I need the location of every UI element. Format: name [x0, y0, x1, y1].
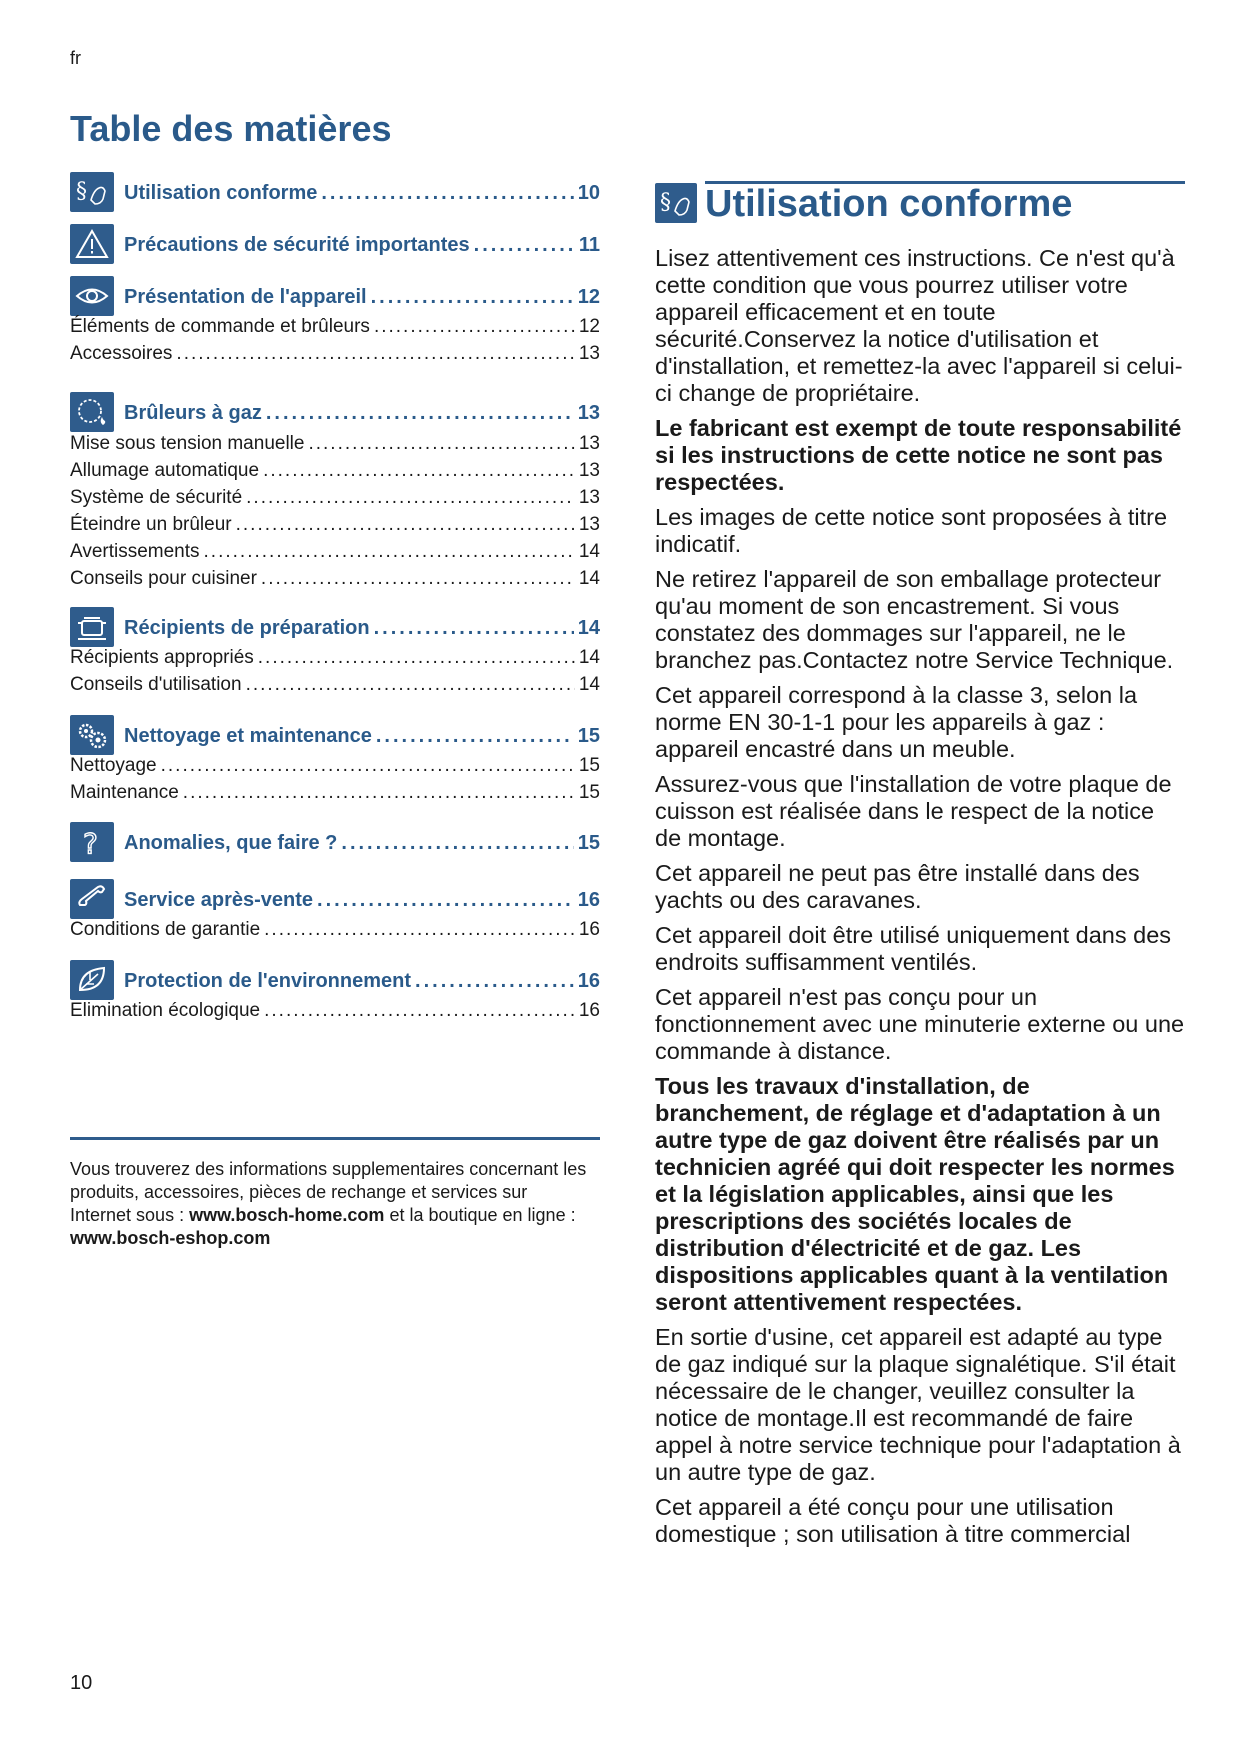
toc-entry[interactable]: Nettoyage et maintenance ..... 15	[124, 725, 600, 748]
paragraph: Cet appareil ne peut pas être installé dans des yachts ou des caravanes.	[655, 860, 1140, 913]
toc-entry[interactable]: Utilisation conforme ..... 10	[124, 182, 600, 205]
gears-icon	[70, 715, 114, 755]
phone-icon	[70, 879, 114, 919]
toc-entry[interactable]: Brûleurs à gaz ..... 13	[124, 402, 600, 425]
website-link[interactable]: www.bosch-home.com	[189, 1205, 385, 1225]
toc-entry[interactable]: Précautions de sécurité importantes ..... 11	[124, 234, 600, 257]
paragraph: Cet appareil correspond à la classe 3, selon la norme EN 30-1-1 pour les appareils à gaz : appareil encastré dans un meuble.	[655, 682, 1138, 762]
toc-entry[interactable]: Anomalies, que faire ? ..... 15	[124, 832, 600, 855]
section-body	[655, 245, 1185, 1556]
svg-text:§: §	[76, 179, 87, 204]
page-title: Table des matières	[70, 108, 392, 149]
paragraph: Les images de cette notice sont proposées à titre indicatif.	[655, 504, 1168, 557]
paragraph: Le fabricant est exempt de toute responsabilité si les instructions de cette notice ne sont pas respectées.	[655, 415, 1182, 495]
leaf-icon	[70, 960, 114, 1000]
burner-flame-icon	[70, 392, 114, 432]
language-code: fr	[70, 48, 81, 68]
toc-subentry[interactable]: Récipients appropriés ..... 14	[70, 647, 600, 669]
eye-icon	[70, 276, 114, 316]
paragraph: Ne retirez l'appareil de son emballage protecteur qu'au moment de son encastrement. Si vous constatez des dommages sur l'appareil, ne le branchez pas.Contactez notre Service Technique.	[655, 566, 1174, 673]
divider	[70, 1137, 600, 1140]
paragraph: Cet appareil a été conçu pour une utilisation domestique ; son utilisation à titre commercial	[655, 1494, 1131, 1547]
paragraph-hand-icon	[655, 183, 697, 223]
toc-entry[interactable]: Présentation de l'appareil ..... 12	[124, 286, 600, 309]
toc-subentry[interactable]: Avertissements ..... 14	[70, 541, 600, 563]
question-mark-icon	[70, 822, 114, 862]
toc-entry[interactable]: Récipients de préparation ..... 14	[124, 617, 600, 640]
toc-subentry[interactable]: Éteindre un brûleur ..... 13	[70, 514, 600, 536]
paragraph: Tous les travaux d'installation, de branchement, de réglage et d'adaptation à un autre type de gaz doivent être réalisés par un technicien agréé qui doit respecter les normes et la législation applicables, ainsi que les prescriptions des sociétés locales de distribution d'électricité et de gaz. Les dispositions applicables quant à la ventilation seront attentivement respectées.	[655, 1073, 1175, 1315]
pot-icon	[70, 607, 114, 647]
toc-subentry[interactable]: Allumage automatique ..... 13	[70, 460, 600, 482]
page-number: 10	[70, 1672, 93, 1694]
toc-entry[interactable]: Service après-vente ..... 16	[124, 889, 600, 912]
toc-subentry[interactable]: Éléments de commande et brûleurs ..... 12	[70, 316, 600, 338]
toc-subentry[interactable]: Mise sous tension manuelle ..... 13	[70, 433, 600, 455]
toc-subentry[interactable]: Conseils d'utilisation ..... 14	[70, 674, 600, 696]
paragraph: En sortie d'usine, cet appareil est adapté au type de gaz indiqué sur la plaque signalétique. S'il était nécessaire de le changer, veuillez consulter la notice de montage.Il est recommandé de faire appel à notre service technique pour l'adaptation à un autre type de gaz.	[655, 1324, 1181, 1485]
svg-text:§: §	[660, 190, 671, 215]
warning-triangle-icon	[70, 224, 114, 264]
toc-subentry[interactable]: Accessoires ..... 13	[70, 343, 600, 365]
info-note: Vous trouverez des informations supplementaires concernant les produits, accessoires, pièces de rechange et services sur Internet sous : www.bosch-home.com et la boutique en ligne : www.bosch-eshop.com	[70, 1159, 587, 1248]
paragraph: Cet appareil n'est pas conçu pour un fonctionnement avec une minuterie externe ou une commande à distance.	[655, 984, 1185, 1064]
section-title: Utilisation conforme	[705, 183, 1073, 225]
paragraph: Assurez-vous que l'installation de votre plaque de cuisson est réalisée dans le respect de la notice de montage.	[655, 771, 1172, 851]
toc-entry[interactable]: Protection de l'environnement ..... 16	[124, 970, 600, 993]
paragraph-hand-icon	[70, 172, 114, 212]
svg-text:?: ?	[83, 827, 98, 858]
toc-subentry[interactable]: Nettoyage ..... 15	[70, 755, 600, 777]
toc-subentry[interactable]: Système de sécurité ..... 13	[70, 487, 600, 509]
paragraph: Lisez attentivement ces instructions. Ce n'est qu'à cette condition que vous pourrez utiliser votre appareil efficacement et en toute sécurité.Conservez la notice d'utilisation et d'installation, et remettez-la avec l'appareil si celui-ci change de propriétaire.	[655, 245, 1183, 406]
toc-subentry[interactable]: Elimination écologique ..... 16	[70, 1000, 600, 1022]
toc-subentry[interactable]: Conditions de garantie ..... 16	[70, 919, 600, 941]
toc-subentry[interactable]: Conseils pour cuisiner ..... 14	[70, 568, 600, 590]
toc-subentry[interactable]: Maintenance ..... 15	[70, 782, 600, 804]
paragraph: Cet appareil doit être utilisé uniquement dans des endroits suffisamment ventilés.	[655, 922, 1172, 975]
eshop-link[interactable]: www.bosch-eshop.com	[70, 1228, 271, 1248]
